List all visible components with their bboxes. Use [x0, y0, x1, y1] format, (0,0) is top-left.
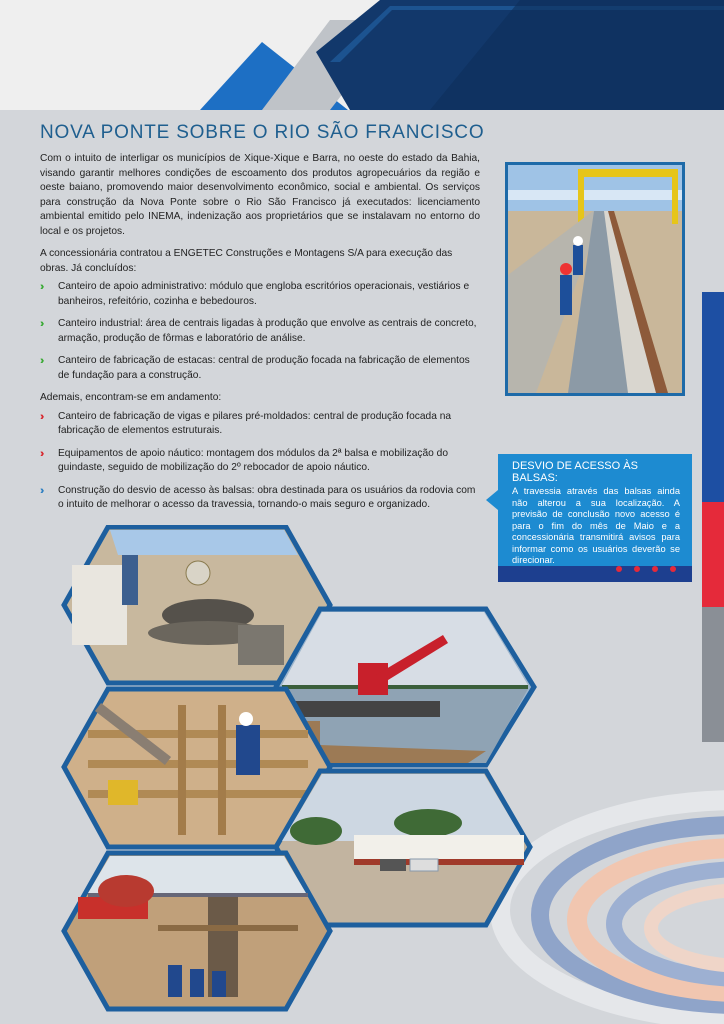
header-graphic	[0, 0, 724, 110]
precast-beam-photo	[508, 165, 682, 393]
photo-collage	[58, 525, 538, 1015]
red-dot-icon	[652, 566, 658, 572]
green-arrow-icon: ››	[40, 281, 42, 293]
list-item: ›› Canteiro de fabricação de vigas e pilares pré-moldados: central de produção focada na fabricação de elementos estruturais.	[40, 410, 452, 436]
red-dot-icon	[670, 566, 676, 572]
red-dot-icon	[634, 566, 640, 572]
callout-title: DESVIO DE ACESSO ÀS BALSAS:	[512, 460, 638, 484]
hexagon-photo-grid	[58, 525, 538, 1015]
page-title: NOVA PONTE SOBRE O RIO SÃO FRANCISCO	[40, 122, 485, 143]
ongoing-intro: Ademais, encontram-se em andamento:	[40, 392, 222, 403]
concluded-intro: A concessionária contratou a ENGETEC Construções e Montagens S/A para execução das obras. Já concluídos:	[40, 248, 453, 274]
list-item: ›› Canteiro de fabricação de estacas: central de produção focada na fabricação de elementos de fundação para a construção.	[40, 355, 470, 381]
list-item: ›› Construção do desvio de acesso às balsas: obra destinada para os usuários da rodovia com o intuito de melhorar o acesso da travessia, tornando-o mais seguro e organizado.	[40, 484, 476, 510]
article-body	[40, 152, 480, 521]
side-color-bars	[702, 292, 724, 742]
header-band	[0, 0, 724, 110]
red-arrow-icon: ››	[40, 447, 42, 460]
red-arrow-icon: ››	[40, 410, 42, 423]
green-arrow-icon: ››	[40, 355, 42, 367]
list-item: ›› Canteiro industrial: área de centrais ligadas à produção que envolve as centrais de concreto, armação, produção de fôrmas e laboratório de análise.	[40, 318, 477, 344]
green-arrow-icon: ››	[40, 318, 42, 330]
photo-concrete-mixer	[64, 853, 330, 1009]
photo-precast-beam-workers	[505, 162, 685, 396]
callout-text: A travessia através das balsas ainda não alterou a sua localização. A previsão de conclusão novo acesso é para o fim do mês de Maio e a concessionária transmitirá avisos para informar como os usuários deverão se direcionar.	[512, 486, 680, 565]
concluded-list	[40, 280, 480, 383]
list-item: ›› Canteiro de apoio administrativo: módulo que engloba escritórios operacionais, vestiários e banheiros, refeitório, cozinha e bebedouros.	[40, 281, 470, 307]
list-item: ›› Equipamentos de apoio náutico: montagem dos módulos da 2ª balsa e mobilização do guindaste, seguido de mobilização do 2º rebocador de apoio náutico.	[40, 447, 449, 473]
intro-paragraph: Com o intuito de interligar os municípios de Xique-Xique e Barra, no oeste do estado da Bahia, visando garantir melhores condições de escoamento dos produtos agropecuários da região e oeste baiano, promovendo maior desenvolvimento econômico, social e ambiental. Os serviços para construção da Nova Ponte sobre o Rio São Francisco já executados: licenciamento ambiental emitido pelo INEMA, indenização aos proprietários que se instalavam no entorno do local e os projetos.	[40, 153, 480, 237]
blue-arrow-icon: ››	[40, 484, 42, 497]
red-dot-icon	[616, 566, 622, 572]
callout-pointer	[486, 490, 498, 510]
ongoing-list	[40, 410, 480, 513]
